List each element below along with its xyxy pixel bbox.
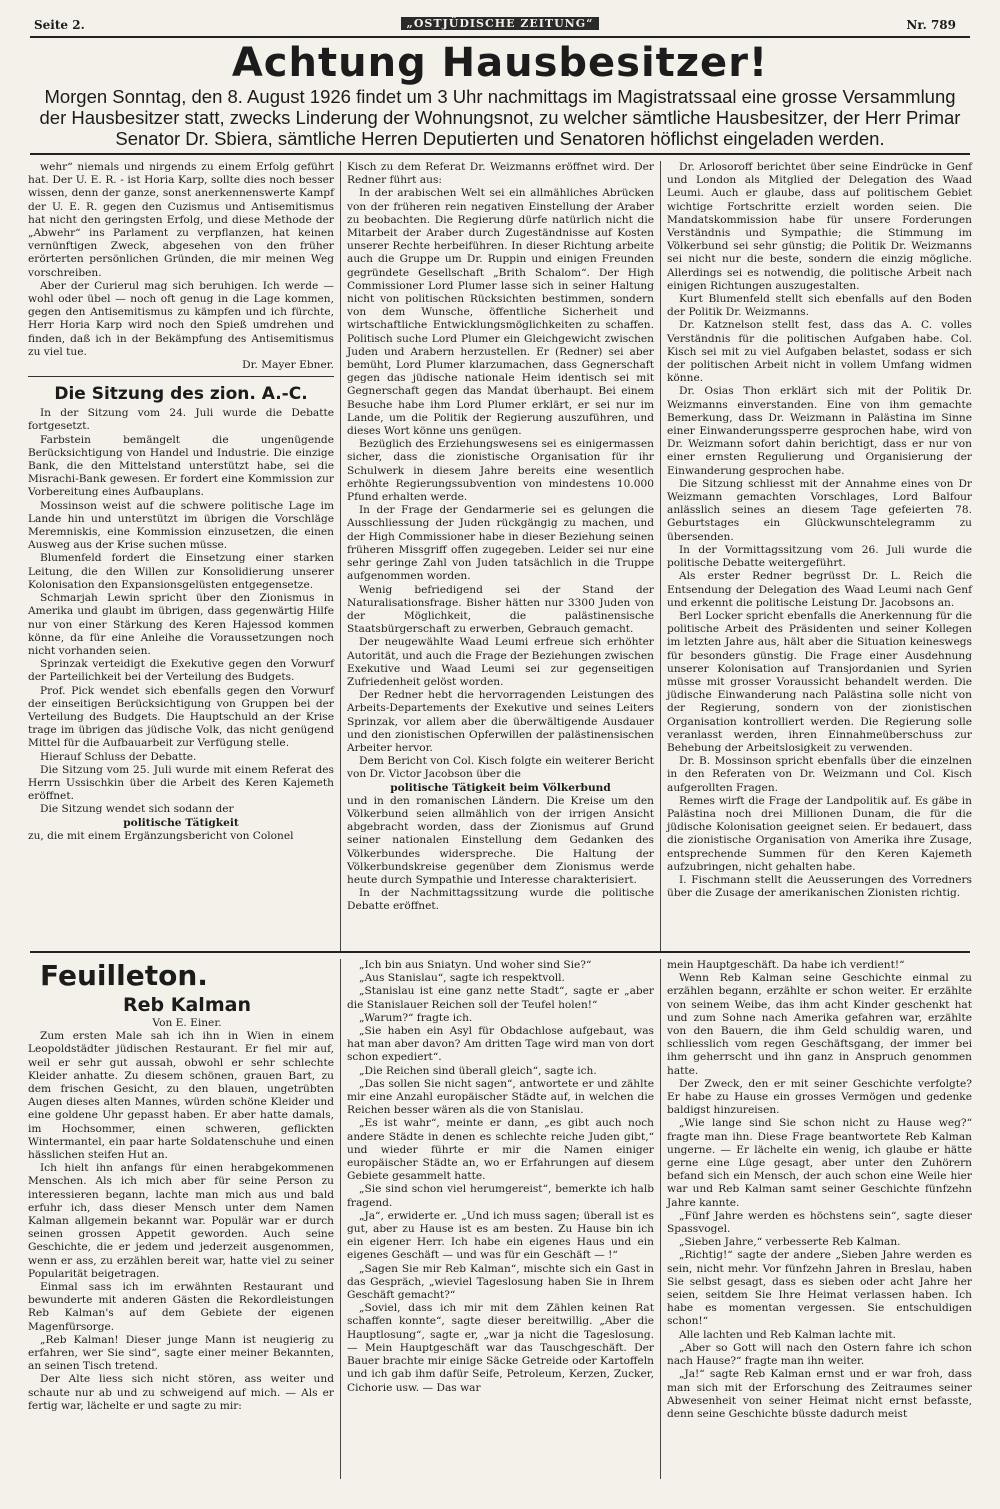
section-heading: Die Sitzung des zion. A.-C. xyxy=(54,384,308,405)
paragraph: In der Vormittagssitzung vom 26. Juli wurde die politische Debatte weitergeführt. xyxy=(667,543,972,570)
paragraph: Aber der Curierul mag sich beruhigen. Ich werde — wohl oder übel — noch oft genug in die Lage kommen, gegen den Antisemitismus zu kämpfen und ich fürchte, Herr Horia Karp wird noch den Spieß umdrehen und finden, daß ich in der Bekämpfung des Antisemitismus zu viel tue. xyxy=(28,279,334,358)
column-2 xyxy=(340,161,660,951)
paragraph: Der neugewählte Waad Leumi erfreue sich erhöhter Autorität, und auch die Frage der Beziehungen zwischen Exekutive und Waad Leumi sei zur gegenseitigen Zufriedenheit gelöst worden. xyxy=(347,636,654,688)
paragraph: Dr. B. Mossinson spricht ebenfalls über die einzelnen in den Referaten von Dr. Weizmann und Col. Kisch aufgerollten Fragen. xyxy=(667,755,972,794)
paragraph: zu, die mit einem Ergänzungsbericht von Colonel xyxy=(28,829,294,842)
paragraph: „Aus Stanislau“, sagte ich respektvoll. xyxy=(359,972,565,985)
story-author: Von E. Einer. xyxy=(152,1017,222,1029)
paragraph: Dr. Arlosoroff berichtet über seine Eindrücke in Genf und London als Mitglied der Delegation des Waad Leumi. Auch er glaube, dass auf politischem Gebiet wichtige Fortschritte erzielt worden seien. Die Mandatskommission habe für unsere Forderungen Verständnis und Sympathie; die Stimmung im Völkerbund sei sehr günstig; die Politik Dr. Weizmanns sei nicht nur die beste, sondern die einzig mögliche. Allerdings sei es notwendig, die politische Arbeit nach einigen Richtungen auszugestalten. xyxy=(667,161,972,292)
paragraph: Zum ersten Male sah ich ihn in Wien in einem Leopoldstädter jüdischen Restaurant. Er fiel mir auf, weil er sehr gut aussah, obwohl er sehr schlechte Kleider anhatte. Zu diesem schönen, grauen Bart, zu dem frischen Gesicht, zu den blauen, ungetrübten Augen dieses alten Mannes, würden schöne Kleider und eine goldene Uhr gepasst haben. Er aber hatte damals, im Hochsommer, einen schweren, geflickten Wintermantel, ein paar harte Soldatenschuhe und einen hässlichen steifen Hut an. xyxy=(28,1030,334,1162)
signature: Dr. Mayer Ebner. xyxy=(242,359,334,372)
paragraph: Der Zweck, den er mit seiner Geschichte verfolgte? Er habe zu Hause ein grosses Vermögen und gedenke baldigst hinzureisen. xyxy=(667,1077,972,1117)
paragraph: Kurt Blumenfeld stellt sich ebenfalls auf den Boden der Politik Dr. Weizmanns. xyxy=(667,293,972,319)
paragraph: Hierauf Schluss der Debatte. xyxy=(40,750,197,763)
paragraph: Dem Bericht von Col. Kisch folgte ein weiterer Bericht von Dr. Victor Jacobson über die xyxy=(347,755,654,781)
paragraph: Farbstein bemängelt die ungenügende Berücksichtigung von Handel und Industrie. Die einzige Bank, die den Mittelstand unterstützt habe, sei die Misrachi-Bank gewesen. Er fordert eine Kommission zur Vorbereitung eines Aufbauplans. xyxy=(28,433,334,499)
paragraph: wehr“ niemals und nirgends zu einem Erfolg geführt hat. Der U. E. R. - ist Horia Karp, sollte dies noch besser wissen, denn der ganze, sonst anerkennenswerte Kampf der U. E. R. gegen den Cuzismus und Antisemitismus hat nicht den geringsten Erfolg, und diese Methode der „Abwehr“ ins Parlament zu verpflanzen, hat keinen vernünftigen Zweck, abgesehen von den früher erörterten persönlichen Gründen, die mir meinen Weg vorschreiben. xyxy=(28,161,334,279)
paragraph: „Wie lange sind Sie schon nicht zu Hause weg?“ fragte man ihn. Diese Frage beantwortete Reb Kalman ungerne. — Er lächelte ein wenig, ich glaube er hätte gerne eine Lüge gesagt, aber unter den Zuhörern befand sich ein Mensch, der auch schon eine Weile hier war und Reb Kalman samt seiner Geschichte fünfzehn Jahre kannte. xyxy=(667,1117,972,1209)
paragraph: Wenn Reb Kalman seine Geschichte einmal zu erzählen begann, erzählte er schon weiter. Er erzählte von seinem Weibe, das ihm acht Kinder geschenkt hat und zum Sohne nach Amerika gefahren war, erzählte von den Bauern, die ihm Geld schuldig waren, und schliesslich vom regen Geschäftsgang, der immer bei ihm geherrscht und ihn ganz in Anspruch genommen hatte. xyxy=(667,972,972,1077)
paragraph: „Stanislau ist eine ganz nette Stadt“, sagte er „aber die Stanislauer Reichen soll der Teufel holen!“ xyxy=(347,985,654,1011)
paragraph: „Die Reichen sind überall gleich“, sagte ich. xyxy=(359,1064,597,1077)
paragraph: „Reb Kalman! Dieser junge Mann ist neugierig zu erfahren, wer Sie sind“, sagte einer meiner Bekannten, an seinen Tisch tretend. xyxy=(28,1333,334,1373)
paragraph: Prof. Pick wendet sich ebenfalls gegen den Vorwurf der einseitigen Berücksichtigung von Gruppen bei der Verteilung des Budgets. Die Hauptschuld an der Krise trage im übrigen das jüdische Volk, das nicht genügend Mittel für die Aufbauarbeit zur Verfügung stelle. xyxy=(28,684,334,750)
paragraph: und in den romanischen Ländern. Die Kreise um den Völkerbund seien allmählich von der irrigen Ansicht abgebracht worden, dass der Zionismus auf Grund seiner nationalen Einstellung dem Gedanken des Völkerbundes widerspreche. Die Haltung der Völkerbundskreise gegenüber dem Zionismus werde heute durch Sympathie und Interesse charakterisiert. xyxy=(347,794,654,886)
paragraph: „Soviel, dass ich mir mit dem Zählen keinen Rat schaffen konnte“, sagte dieser bereitwillig. „Aber die Hauptlosung“, sagte er, „war ja nicht die Tageslosung. — Mein Hauptgeschäft war das Tauschgeschäft. Der Bauer brachte mir einige Säcke Getreide oder Kartoffeln und ich gab ihm dafür Seife, Petroleum, Kerzen, Zucker, Cichorie usw. — Das war xyxy=(347,1302,654,1394)
feuilleton-column-2 xyxy=(340,959,660,1479)
ad-title: Achtung Hausbesitzer! xyxy=(231,40,769,86)
paragraph: „Ja“, erwiderte er. „Und ich muss sagen; überall ist es gut, aber zu Hause ist es am besten. Zu Hause bin ich ein eigener Herr. Ich habe ein eigenes Haus und ein eigenes Geschäft — und was für ein Geschäft — !“ xyxy=(347,1209,654,1262)
column-3 xyxy=(660,161,978,951)
page-header xyxy=(22,14,978,36)
paragraph: „Es ist wahr“, meinte er dann, „es gibt auch noch andere Städte in denen es schlechte reiche Juden gibt,“ und wieder führte er mir die Namen einiger europäischer Städte an, wo er Erfahrungen auf diesem Gebiete gesammelt hatte. xyxy=(347,1117,654,1183)
paragraph: „Warum?“ fragte ich. xyxy=(359,1011,473,1024)
paragraph: In der Sitzung vom 24. Juli wurde die Debatte fortgesetzt. xyxy=(28,407,334,433)
paragraph: Der Redner hebt die hervorragenden Leistungen des Arbeits-Departements der Exekutive und seines Leiters Sprinzak, vor allem aber die überwältigende Ausdauer und den zionistischen Opferwillen der palästinensischen Arbeiter hervor. xyxy=(347,689,654,754)
subheading: politische Tätigkeit xyxy=(123,816,239,829)
subheading: politische Tätigkeit beim Völkerbund xyxy=(390,781,611,794)
paragraph: In der arabischen Welt sei ein allmähliches Abrücken von der früheren rein negativen Einstellung der Araber zu beobachten. Die Regierung dürfe natürlich nicht die Mitarbeit der Araber durch Zugeständnisse auf Kosten unserer Rechte herbeiführen. In dieser Richtung arbeite auch die Gruppe um Dr. Ruppin und einigen Freunden gegründete Gesellschaft „Brith Schalom“. Der High Commissioner Lord Plumer lasse sich in seiner Haltung nicht von politischen Rücksichten bestimmen, sondern von dem Wunsche, öffentliche Sicherheit und wirtschaftliche Entwicklungsmöglichkeiten zu schaffen. Politisch suche Lord Plumer ein Gleichgewicht zwischen Juden und Arabern herzustellen. Er (Redner) sei aber bemüht, Lord Plumer klarzumachen, dass Gegnerschaft gegen das jüdische nationale Heim identisch sei mit Gegnerschaft gegen das Mandat überhaupt. Bei einem Besuche habe ihm Lord Plumer erklärt, er sei nur im Lande, um die Politik der Regierung auszuführen, und dieses Wort könne uns genügen. xyxy=(347,187,654,438)
feuilleton-columns xyxy=(22,959,978,1479)
paragraph: „Richtig!“ sagte der andere „Sieben Jahre werden es sein, nicht mehr. Vor fünfzehn Jahren in Breslau, haben Sie selbst gesagt, dass es sieben oder acht Jahre her seien, seitdem Sie Ihre Heimat verlassen haben. Ich habe es momentan vergessen. Sie entschuldigen schon!“ xyxy=(667,1249,972,1328)
paragraph: Alle lachten und Reb Kalman lachte mit. xyxy=(679,1328,897,1341)
paragraph: Mossinson weist auf die schwere politische Lage im Lande hin und unterstützt im übrigen die Vorschläge Meremniskis, eine Kommission einzusetzen, die einen Ausweg aus der Krise suchen müsse. xyxy=(28,499,334,552)
section-rule xyxy=(28,376,334,377)
paragraph: Der Alte liess sich nicht stören, ass weiter und schaute nur ab und zu schweigend auf mich. — Als er fertig war, lächelte er und sagte zu mir: xyxy=(28,1373,334,1412)
ad-rule xyxy=(30,153,970,155)
paragraph: Berl Locker spricht ebenfalls die Anerkennung für die politische Arbeit des Präsidenten und seiner Kollegen im letzten Jahre aus, hält aber die Situation keineswegs für besonders günstig. Die Frage einer Ausdehnung unserer Kolonisation auf Transjordanien und Syrien müsse mit grosser Voraussicht behandelt werden. Die jüdische Einwanderung nach Palästina solle nicht von der Regierung, sondern von der zionistischen Organisation kontrolliert werden. Die Regierung solle veranlasst werden, ihren Einnahmeüberschuss zur Behebung der Arbeitslosigkeit zu verwenden. xyxy=(667,609,972,754)
page-number: Seite 2. xyxy=(34,18,85,32)
paragraph: „Sie sind schon viel herumgereist“, bemerkte ich halb fragend. xyxy=(347,1183,654,1209)
paragraph: Kisch zu dem Referat Dr. Weizmanns eröffnet wird. Der Redner führt aus: xyxy=(347,161,654,187)
paragraph: Schmarjah Lewin spricht über den Zionismus in Amerika und glaubt im übrigen, dass gegenwärtig Hilfe nur von einer Stärkung des Keren Hajessod kommen könne, da für eine Anleihe die Voraussetzungen noch nicht vorhanden seien. xyxy=(28,592,334,657)
paragraph: In der Frage der Gendarmerie sei es gelungen die Ausschliessung der Juden rückgängig zu machen, und der High Commissioner habe in dieser Beziehung seinen früheren Missgriff offen zugegeben. Leider sei nur eine sehr geringe Zahl von Juden tatsächlich in die Truppe aufgenommen worden. xyxy=(347,504,654,583)
advertisement xyxy=(22,38,978,153)
paragraph: Die Sitzung wendet sich sodann der xyxy=(40,803,234,816)
paragraph: Einmal sass ich im erwähnten Restaurant und bewunderte mit anderen Gästen die Rekordleistungen Reb Kalman's auf dem Gebiete der eigenen Magenfürsorge. xyxy=(28,1281,334,1333)
paragraph: Dr. Osias Thon erklärt sich mit der Politik Dr. Weizmanns einverstanden. Eine von ihm gemachte Bemerkung, dass Dr. Weizmann in Palästina im Sinne einer Einwanderungssperre gesprochen habe, wird von Dr. Weizmann sofort dahin berichtigt, dass er nur von einer ernsten Regulierung und Organisierung der Einwanderung gesprochen habe. xyxy=(667,385,972,477)
paragraph: „Ja!“ sagte Reb Kalman ernst und er war froh, dass man sich mit der Erforschung des Zeitraumes seiner Abwesenheit von seiner Heimat nicht ernst befasste, denn seine Geschichte büsste dadurch meist xyxy=(667,1368,972,1420)
feuilleton-label: Feuilleton. xyxy=(40,959,208,992)
paragraph: „Sie haben ein Asyl für Obdachlose aufgebaut, was hat man aber davon? Am dritten Tage wird man von dort schon expediert“. xyxy=(347,1025,654,1064)
paragraph: Bezüglich des Erziehungswesens sei es einigermassen sicher, dass die zionistische Organisation für ihr Schulwerk in diesem Jahre bereits eine wesentlich erhöhte Regierungssubvention von mindestens 10.000 Pfund erhalten werde. xyxy=(347,438,654,504)
paragraph: Blumenfeld fordert die Einsetzung einer starken Leitung, die den Willen zur Konsolidierung unserer Kolonisation den Expansionsgelüsten entgegensetze. xyxy=(28,552,334,591)
feuilleton-rule xyxy=(30,951,970,953)
column-1 xyxy=(22,161,340,951)
paragraph: Dr. Katznelson stellt fest, dass das A. C. volles Verständnis für die politischen Aufgaben habe. Col. Kisch sei mit zu viel Aufgaben belastet, sodass er sich der politischen Arbeit nicht in vollem Umfang widmen könne. xyxy=(667,319,972,385)
paragraph: Wenig befriedigend sei der Stand der Naturalisationsfrage. Bisher hätten nur 3300 Juden von der Möglichkeit, die palästinensische Staatsbürgerschaft zu erwerben, Gebrauch gemacht. xyxy=(347,583,654,636)
paragraph: „Sieben Jahre,“ verbesserte Reb Kalman. xyxy=(679,1236,901,1249)
paragraph: „Das sollen Sie nicht sagen“, antwortete er und zählte mir eine Anzahl europäischer Städte auf, in welchen die Reichen besser wären als die von Stanislau. xyxy=(347,1077,654,1117)
paragraph: Remes wirft die Frage der Landpolitik auf. Es gäbe in Palästina noch drei Millionen Dunam, die für die jüdische Kolonisation geeignet seien. Er bedauert, dass die zionistische Organisation von Amerika ihre Zusage, entsprechende Summen für den Keren Kajemeth aufzubringen, nicht gehalten habe. xyxy=(667,794,972,873)
feuilleton-column-3 xyxy=(660,959,978,1479)
paragraph: Ich hielt ihn anfangs für einen herabgekommenen Menschen. Als ich mich aber für seine Person zu interessieren begann, lachte man mich aus und bald erfuhr ich, dass dieser Mensch unter dem Namen Kalman allgemein bekannt war. Populär war er durch seinen grossen Appetit geworden. Auch seine Geschichte, die er jedem und jederzeit ausgenommen, wenn er ass, zu erzählen bereit war, hatte viel zu seiner Popularität beigetragen. xyxy=(28,1162,334,1280)
paragraph: Als erster Redner begrüsst Dr. L. Reich die Entsendung der Delegation des Waad Leumi nach Genf und erkennt die politische Leistung Dr. Jacobsons an. xyxy=(667,570,972,609)
newspaper-name: „OSTJÜDISCHE ZEITUNG“ xyxy=(401,17,600,30)
paragraph: In der Nachmittagssitzung wurde die politische Debatte eröffnet. xyxy=(347,887,654,913)
paragraph: Die Sitzung vom 25. Juli wurde mit einem Referat des Herrn Ussischkin über die Arbeit des Keren Kajemeth eröffnet. xyxy=(28,763,334,803)
paragraph: mein Hauptgeschäft. Da habe ich verdient!“ xyxy=(667,959,905,971)
issue-number: Nr. 789 xyxy=(906,18,956,32)
story-title: Reb Kalman xyxy=(123,994,251,1016)
paragraph: Die Sitzung schliesst mit der Annahme eines von Dr Weizmann gemachten Vorschlages, Lord Balfour anlässlich seines an diesem Tage gefeierten 78. Geburtstages ein Glückwunschtelegramm zu übersenden. xyxy=(667,477,972,543)
feuilleton-column-1 xyxy=(22,959,340,1479)
paragraph: „Fünf Jahre werden es höchstens sein“, sagte dieser Spassvogel. xyxy=(667,1209,972,1236)
top-columns xyxy=(22,161,978,951)
paragraph: Sprinzak verteidigt die Exekutive gegen den Vorwurf der Parteilichkeit bei der Verteilung des Budgets. xyxy=(28,658,334,684)
paragraph: „Ich bin aus Sniatyn. Und woher sind Sie?“ xyxy=(359,959,592,971)
paragraph: „Sagen Sie mir Reb Kalman“, mischte sich ein Gast in das Gespräch, „wieviel Tageslosung haben Sie in Ihrem Geschäft gemacht?“ xyxy=(347,1262,654,1302)
paragraph: „Aber so Gott will nach den Ostern fahre ich schon nach Hause?“ fragte man ihn weiter. xyxy=(667,1341,972,1368)
ad-body: Morgen Sonntag, den 8. August 1926 findet um 3 Uhr nachmittags im Magistratssaal eine grosse Versammlung der Hausbesitzer statt, zwecks Linderung der Wohnungsnot, zu welcher sämtliche Hausbesitzer, der Herr Primar Senator Dr. Sbiera, sämtliche Herren Deputierten und Senatoren höflichst eingeladen werden. xyxy=(39,86,961,149)
paragraph: I. Fischmann stellt die Aeusserungen des Vorredners über die Zusage der amerikanischen Zionisten richtig. xyxy=(667,873,972,900)
